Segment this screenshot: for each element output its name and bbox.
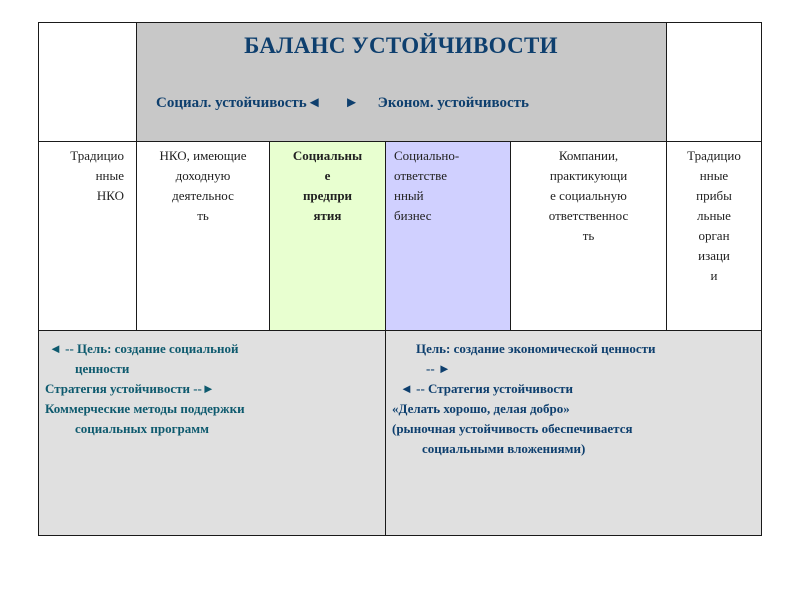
col-divider-3 — [385, 141, 386, 535]
row-divider-1 — [39, 141, 761, 142]
table-title: БАЛАНС УСТОЙЧИВОСТИ — [244, 33, 558, 58]
col-divider-4 — [510, 141, 511, 330]
category-traditional-nko: Традицио нные НКО — [70, 148, 124, 203]
table-subtitle: Социал. устойчивость◄ ► Эконом. устойчивость — [156, 95, 529, 111]
category-income-nko: НКО, имеющие доходную деятельнос ть — [159, 148, 247, 223]
balance-table — [38, 22, 762, 536]
social-goal-cell: ◄ -- Цель: создание социальной ценности Стратегия устойчивости --► Коммерческие методы поддержки социальных программ — [39, 331, 385, 535]
category-csr-business: Социально- ответстве нный бизнес — [386, 142, 510, 330]
economic-goal-cell: Цель: создание экономической ценности -- ► ◄ -- Стратегия устойчивости «Делать хорошо, делая добро» (рыночная устойчивость обеспечивается социальными вложениями) — [386, 331, 761, 535]
row-divider-2 — [39, 330, 761, 331]
col-divider-2 — [269, 141, 270, 330]
header-cell — [136, 23, 666, 141]
category-traditional-profit-orgs: Традицио нные прибы льные орган изаци и — [687, 148, 741, 283]
col-divider-1 — [136, 23, 137, 330]
category-social-enterprises: Социальны е предпри ятия — [270, 142, 385, 330]
category-social-responsibility-companies: Компании, практикующи е социальную ответственнос ть — [548, 148, 629, 243]
col-divider-5 — [666, 23, 667, 330]
